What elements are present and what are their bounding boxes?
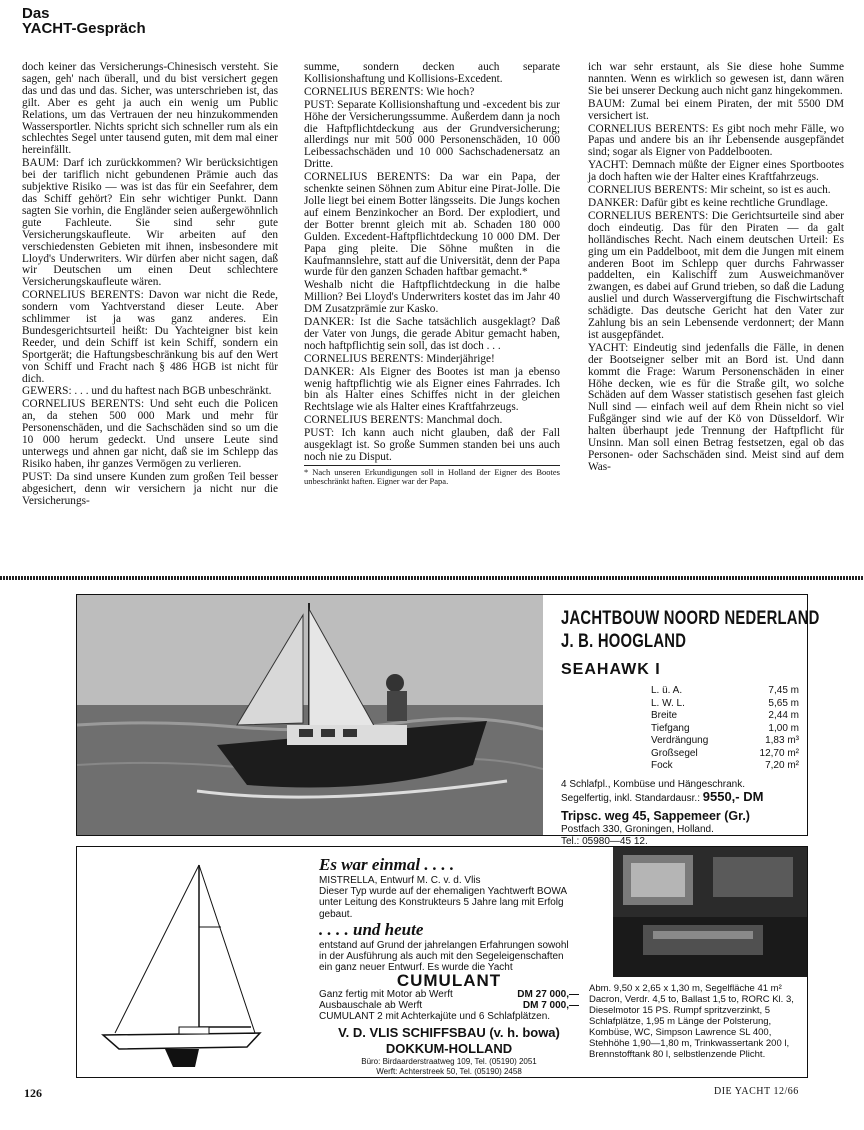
spec-value: 12,70 m² xyxy=(759,747,799,759)
price-label: Ausbauschale ab Werft xyxy=(319,999,423,1011)
office-address: Büro: Birdaarderstraatweg 109, Tel. (05190) 2051 xyxy=(361,1057,537,1067)
paragraph: CORNELIUS BERENTS: Die Gerichtsurteile sind aber doch eindeutig. Das für den Piraten — da galt holländisches Recht. Nach einem deutschen Urteil: Es ging um ein Paddelboot, mit dem die Jungen mit einem anderen Boot im Schlepp quer durchs Fahrwasser paddelten, ein Kalischiff zum Ausweichmanöver zwangen, es dabei auf Grund trieben, so daß die Ladung ausliel und durch Wasservergiftung die Fischwirtschaft schädigte. Das deutsche Gericht hat den Vater zur Zahlung bis an sein Lebensende verdonnert; der Mann ist ausgepfändet. xyxy=(588,209,844,341)
price-label: Ganz fertig mit Motor ab Werft xyxy=(319,988,453,1000)
spec-value: 1,00 m xyxy=(768,722,799,734)
price-value: DM 7 000,— xyxy=(522,999,579,1011)
paragraph: CORNELIUS BERENTS: Manchmal doch. xyxy=(304,414,503,427)
spec-table xyxy=(561,685,801,773)
price-row xyxy=(319,989,579,1000)
spec-row xyxy=(561,685,801,698)
footnote: * Nach unseren Erkundigungen soll in Holland der Eigner des Bootes unbeschränkt haften. Eigner war der Papa. xyxy=(304,466,560,487)
model-name: CUMULANT xyxy=(396,971,502,991)
spec-text: Abm. 9,50 x 2,65 x 1,30 m, Segelfläche 41 m² Dacron, Verdr. 4,5 to, Ballast 1,5 to, RORC Kl. 3, Dieselmotor 15 PS. Rumpf spritzverzinkt, 5 Schlafplätze, 1,95 m Länge der Polsterung, Kombüse, WC, Simpson Lawrence SL 400, Stehhöhe 1,90—1,80 m, Trinkwassertank 200 l, Brennstofftank 80 l, selbstlenzende Plicht. xyxy=(589,983,794,1060)
spec-row xyxy=(561,748,801,761)
paragraph: GEWERS: . . . und du haftest nach BGB unbeschränkt. xyxy=(22,385,272,398)
spec-value: 5,65 m xyxy=(768,697,799,709)
paragraph: PUST: Da sind unsere Kunden zum großen Teil besser abgesichert, denn wir versichern ja nicht nur die Versicherungs- xyxy=(22,470,278,507)
yacht-sketch-icon xyxy=(95,857,265,1069)
body-text: entstand auf Grund der jahrelangen Erfahrungen sowohl in der Ausführung als auch mit den Segeleigenschaften ein ganz neuer Entwurf. Es wurde die Yacht xyxy=(319,939,569,974)
section-header xyxy=(22,6,146,36)
price-value: DM 27 000,— xyxy=(517,988,579,1000)
header-line-2: YACHT-Gespräch xyxy=(22,20,146,37)
paragraph: YACHT: Demnach müßte der Eigner eines Sportbootes ja doch haften wie der Halter eines Kraftfahrzeugs. xyxy=(588,159,844,184)
page-divider xyxy=(0,576,864,580)
ad-text xyxy=(561,607,820,848)
sailboat-photo-icon xyxy=(77,595,543,835)
header-line-1: Das xyxy=(22,5,50,22)
cabin-interior-icon xyxy=(613,847,807,977)
paragraph: ich war sehr erstaunt, als Sie diese hohe Summe nannten. Wenn es wirklich so gewesen ist, dann wären Sie bei unserer Deckung auch nicht ganz hingekommen. xyxy=(588,61,844,97)
paragraph: CORNELIUS BERENTS: Davon war nicht die Rede, sondern vom Yachtverstand dieser Leute. Aber schlimmer ist ja was ganz anderes. Ein Bundesgerichtsurteil heißt: Du Yachteigner bist kein Reeder, und dein Schiff ist kein Schiff, sondern ein Sportgerät; die Haftungsbeschränkung bis auf den Wert von Schiff und Fracht nach § 486 HGB ist nicht für dich. xyxy=(22,289,278,385)
model-name: SEAHAWK I xyxy=(561,661,661,678)
spec-row xyxy=(561,735,801,748)
spec-label: L. W. L. xyxy=(651,697,685,709)
spec-row xyxy=(561,723,801,736)
company-name: V. D. VLIS SCHIFFSBAU (v. h. bowa) xyxy=(338,1025,560,1041)
spec-row xyxy=(561,698,801,711)
paragraph: BAUM: Darf ich zurückkommen? Wir berücksichtigen bei der tariflich nicht gebundenen Prämie auch das subjektive Risiko — was ist das für ein Seefahrer, dem das Schiff gehört? Ein sehr wichtiger Punkt. Dann sagten Sie vorhin, die Engländer seien außergewöhnlich gute Fachleute. Sie sind sehr gute Versicherungskaufleute. Wir arbeiten auf den verschiedensten Gebieten mit ihnen, insbesondere mit Lloyd's Underwriters. Wir dürfen aber nicht sagen, daß wir Deutschen um einen Deut schlechtere Versicherungskaufleute wären. xyxy=(22,157,278,289)
script-headline-2: . . . . und heute xyxy=(319,919,424,939)
spec-value: 2,44 m xyxy=(768,710,799,721)
company-location: DOKKUM-HOLLAND xyxy=(385,1041,513,1057)
price-row xyxy=(319,1000,579,1011)
paragraph: PUST: Separate Kollisionshaftung und -excedent bis zur Höhe der Versicherungssumme. Außerdem dann ja noch die Haftpflichtdeckung aus der Grundversicherung; allerdings nur mit 500 000 Personenschäden, 10 000 Leibessachschäden und 10 000 Sachschadenersatz an Dritte. xyxy=(304,98,560,171)
spec-label: Breite xyxy=(651,710,678,721)
cabin-photo xyxy=(613,847,807,977)
spec-row xyxy=(561,760,801,773)
telephone: Tel.: 05980—45 12. xyxy=(561,835,648,847)
brand-name: JACHTBOUW NOORD NEDERLAND xyxy=(561,608,820,629)
paragraph: CORNELIUS BERENTS: Minderjährige! xyxy=(304,352,495,365)
magazine-issue: DIE YACHT 12/66 xyxy=(714,1086,799,1097)
text-column-2 xyxy=(304,62,560,488)
spec-label: Verdrängung xyxy=(651,735,709,746)
spec-value: 1,83 m³ xyxy=(765,735,799,746)
intro-text: Dieser Typ wurde auf der ehemaligen Yachtwerft BOWA unter Leitung des Konstrukteurs 5 Jahre lang mit Erfolg gebaut. xyxy=(319,886,567,920)
price-value: 9550,- DM xyxy=(702,788,764,804)
paragraph: CORNELIUS BERENTS: Und seht euch die Policen an, da stehen 500 000 Mark und mehr für Personenschäden, und die Sachschäden sind so um die 10 000 herum gedeckt. Und unsere Leute sind unterwegs und ahnen gar nicht, daß sie im Schlepp das Risiko haben, ihr ganzes Vermögen zu verlieren. xyxy=(22,398,278,470)
page-number: 126 xyxy=(24,1086,42,1100)
cabin-text: CUMULANT 2 mit Achterkajüte und 6 Schlafplätzen. xyxy=(319,1011,551,1023)
spec-value: 7,20 m² xyxy=(765,760,799,771)
paragraph: CORNELIUS BERENTS: Da war ein Papa, der schenkte seinen Söhnen zum Abitur eine Pirat-Jolle. Die Jolle liegt bei einem Botter längsseits. Die Jungs kochen auf einem Benzinkocher an Bord. Der explodiert, und der Botter brennt gleich mit ab. Schaden 180 000 Gulden. Excedent-Haftpflichtdeckung 10 000 DM. Der Papa ging pleite. Die Söhne mußten in die Kaufmannslehre, statt auf die Universität, denn der Papa wurde für den ganzen Schaden haftbar gemacht.* xyxy=(304,171,560,279)
spec-label: Großsegel xyxy=(651,747,698,759)
spec-label: L. ü. A. xyxy=(651,685,683,696)
advertisement-cumulant xyxy=(76,846,808,1078)
sailboat-photo xyxy=(77,595,543,835)
spec-label: Tiefgang xyxy=(651,722,690,734)
equipment-text: 4 Schlafpl., Kombüse und Hängeschrank. xyxy=(561,778,745,790)
paragraph: summe, sondern decken auch separate Kollisionshaftung und Kollisions-Excedent. xyxy=(304,61,560,85)
advertisement-seahawk xyxy=(76,594,820,847)
spec-value: 7,45 m xyxy=(768,685,799,696)
address: Tripsc. weg 45, Sappemeer (Gr.) xyxy=(561,808,750,823)
paragraph: BAUM: Zumal bei einem Piraten, der mit 5500 DM versichert ist. xyxy=(588,97,844,122)
paragraph: CORNELIUS BERENTS: Es gibt noch mehr Fälle, wo Papas und andere bis an ihr Lebensende ausgepfändet sind; sogar als Eigner von Paddelbooten. xyxy=(588,122,844,159)
spec-row xyxy=(561,710,801,723)
yacht-sketch xyxy=(95,857,265,1069)
price-label: Segelfertig, inkl. Standardausr.: xyxy=(561,792,700,804)
text-column-1 xyxy=(22,62,278,509)
yard-address: Werft: Achterstreek 50, Tel. (05190) 2458 xyxy=(376,1066,522,1076)
paragraph: CORNELIUS BERENTS: Wie hoch? xyxy=(304,85,475,98)
paragraph: DANKER: Als Eigner des Bootes ist man ja ebenso wenig haftpflichtig wie als Eigner eines Fahrrades. Ich bin als Halter eines Schiffes nicht in der gleichen Rechtslage wie als Halter eines Kraftfahrzeugs. xyxy=(304,365,560,414)
script-headline-1: Es war einmal . . . . xyxy=(319,855,455,874)
paragraph: CORNELIUS BERENTS: Mir scheint, so ist es auch. xyxy=(588,184,831,197)
postfach: Postfach 330, Groningen, Holland. xyxy=(561,823,714,835)
brand-owner: J. B. HOOGLAND xyxy=(561,631,687,652)
paragraph: Weshalb nicht die Haftpflichtdeckung in die halbe Million? Bei Lloyd's Underwriters kostet das im Jahr 40 DM Zusatzprämie zur Kasko. xyxy=(304,279,560,316)
paragraph: YACHT: Eindeutig sind jedenfalls die Fälle, in denen der Bootseigner selber mit an Bord ist. Und dann kommt die Frage: Warum Personenschäden in einer Höhe decken, wie es für die Straße gilt, wo solche Schäden auf dem Wasser statistisch gesehen fast gleich Null sind — einfach weil auf dem Rhein nicht so viel Fußgänger sind wie auf der Kö von Düsseldorf. Wir halten überhaupt jede Trennung der Haftpflicht für Unsinn. Man soll einen Betrag festsetzen, egal ob das Personen- oder Sachschäden sind. Meist sind auf dem Was- xyxy=(588,341,844,473)
paragraph: doch keiner das Versicherungs-Chinesisch versteht. Sie sagen, geh' nach überall, und du bist versichert gegen das und das und das. Sicher, was unterschrieben ist, das gilt. Aber es geht ja auch ein wenig um Public Relations, um das Vertrauen der neu hinzukommenden Wassersportler. Nichts spricht sich schneller rum als ein schlechtes Segel unter tausend guten, mit dem mal einer hereinfällt. xyxy=(22,61,278,157)
ad-body xyxy=(319,855,579,1076)
paragraph: DANKER: Dafür gibt es keine rechtliche Grundlage. xyxy=(588,196,828,209)
spec-label: Fock xyxy=(651,760,673,771)
intro-line: MISTRELLA, Entwurf M. C. v. d. Vlis xyxy=(319,875,481,886)
paragraph: PUST: Ich kann auch nicht glauben, daß der Fall ausgeklagt ist. So große Summen standen bei uns auch noch nie zu Disput. xyxy=(304,427,560,463)
footnote-rule xyxy=(304,465,560,466)
text-column-3 xyxy=(588,62,844,475)
paragraph: DANKER: Ist die Sache tatsächlich ausgeklagt? Daß der Vater von Jungs, die gerade Abitur gemacht haben, noch haftpflichtig sein soll, das ist doch . . . xyxy=(304,316,560,352)
price-line xyxy=(561,788,801,805)
